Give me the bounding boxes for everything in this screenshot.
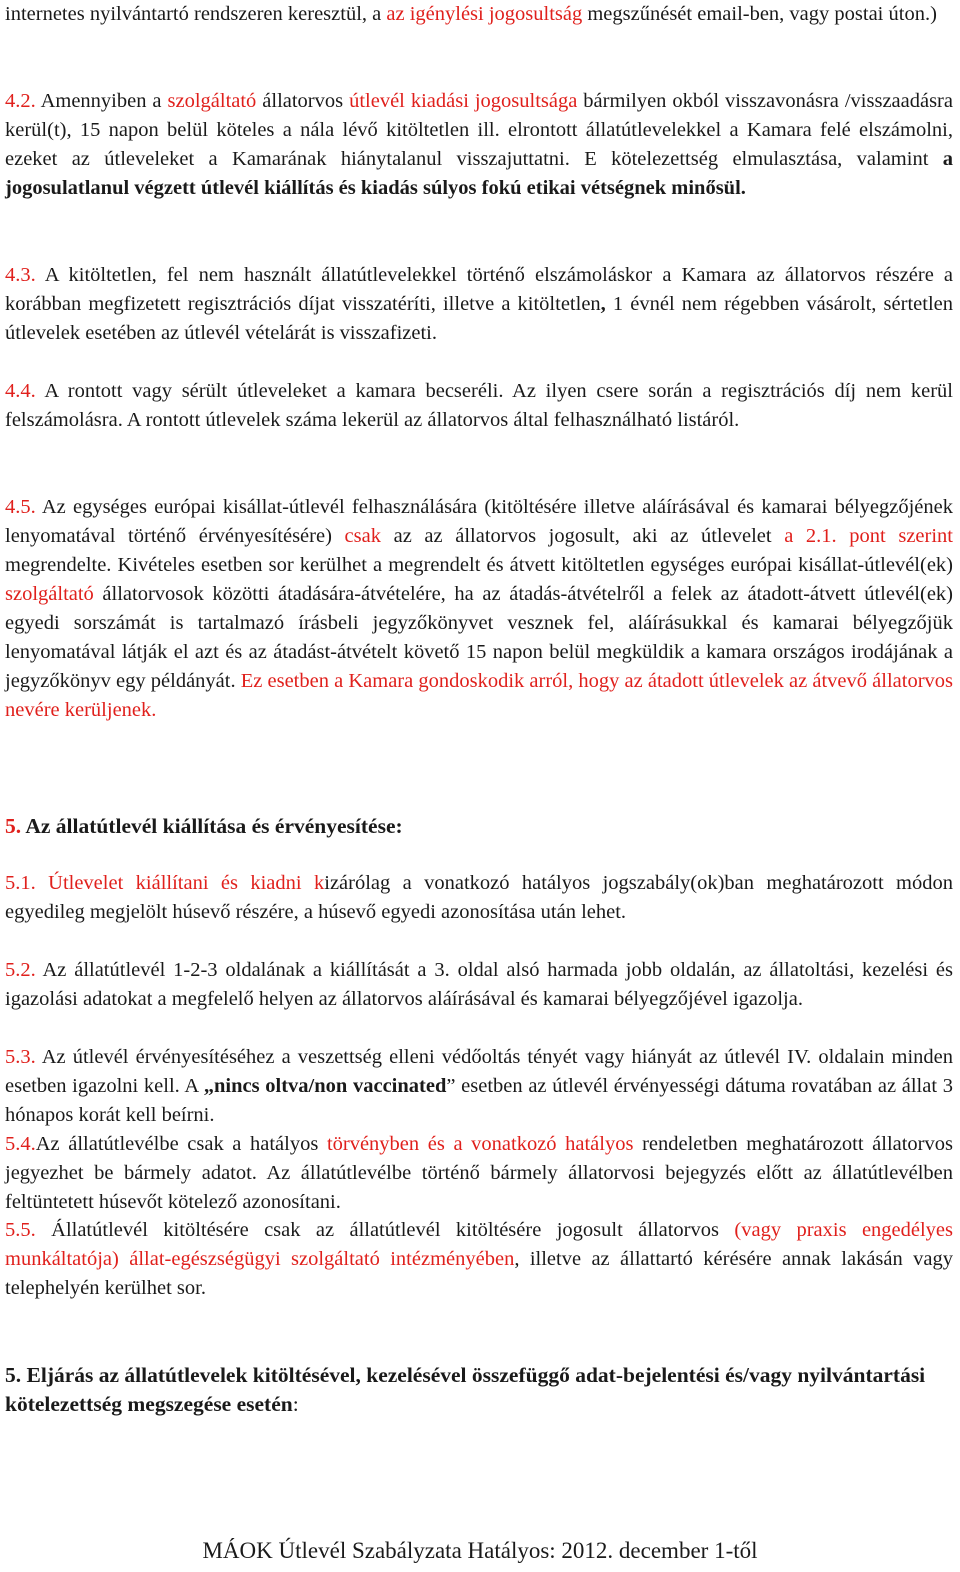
text: Az útlevél érvényesítéséhez a veszettség elleni védőoltás tényét vagy hiányát az útlevél IV. oldalain minden esetben igazolni kell. A xyxy=(5,1046,953,1097)
text: állatorvos xyxy=(256,90,350,112)
highlighted-text: a 2.1. pont szerint xyxy=(784,525,953,547)
text: , illetve az állattartó kérésére annak lakásán vagy telephelyén kerülhet sor. xyxy=(5,1248,953,1299)
paragraph-4-4 xyxy=(5,377,953,435)
paragraph-4-2 xyxy=(5,87,953,203)
highlighted-text: (vagy praxis engedélyes munkáltatója) állat-egészségügyi szolgáltató intézményében xyxy=(5,1219,954,1270)
highlighted-text: az igénylési jogosultság xyxy=(386,3,583,25)
paragraph-number: 4.3. xyxy=(5,264,36,286)
text: izárólag a vonatkozó hatályos jogszabály(ok)ban meghatározott módon egyedileg megjelölt húsevő részére, a húsevő egyedi azonosítása után lehet. xyxy=(5,872,953,923)
highlighted-text: Ez esetben a Kamara gondoskodik arról, hogy az átadott útlevelek az átvevő állatorvos nevére kerüljenek. xyxy=(5,670,954,721)
paragraph-number: 4.4. xyxy=(5,380,36,402)
text: A kitöltetlen, fel nem használt állatútlevelekkel történő elszámoláskor a Kamara az állatorvos részére a korábban megfizetett regisztrációs díjat visszatéríti, illetve a kitöltetlen xyxy=(5,264,953,315)
heading-title: Az állatútlevél kiállítása és érvényesítése: xyxy=(21,814,403,838)
paragraph-number: 5.3. xyxy=(5,1046,36,1068)
bold-text: a jogosulatlanul végzett útlevél kiállítás és kiadás súlyos fokú etikai vétségnek minősül. xyxy=(5,148,953,199)
paragraph-4-3 xyxy=(5,261,953,348)
highlighted-text: útlevél kiadási jogosultsága xyxy=(349,90,578,112)
bold-text: „nincs oltva/non vaccinated xyxy=(203,1075,447,1097)
text: megszűnését email-ben, vagy postai úton.) xyxy=(582,3,937,25)
paragraph-number: 4.5. xyxy=(5,496,36,518)
section-heading-5 xyxy=(5,812,953,841)
text: bármilyen okból visszavonásra /visszaadásra kerül(t), 15 napon belül köteles a nála lévő kitöltetlen ill. elrontott állatútlevelekkel a Kamara felé elszámolni, ezeket az útleveleket a Kamarának hiánytalanul visszajuttatni. E kötelezettség elmulasztása, valamint xyxy=(5,90,953,170)
bold-text: , xyxy=(600,293,606,315)
paragraph-5-2 xyxy=(5,956,953,1014)
paragraph-number: 4.2. xyxy=(5,90,36,112)
text: Amennyiben a xyxy=(35,90,168,112)
paragraph-4-5 xyxy=(5,493,953,725)
text: internetes nyilvántartó rendszeren keresztül, a xyxy=(5,3,387,25)
highlighted-text: szolgáltató xyxy=(5,583,94,605)
text: Az állatútlevélbe csak a hatályos xyxy=(35,1133,327,1155)
paragraph-5-1 xyxy=(5,869,953,927)
text: Állatútlevél kitöltésére csak az állatútlevél kitöltésére jogosult állatorvos xyxy=(35,1219,735,1241)
highlighted-text: 5.1. Útlevelet kiállítani és kiadni k xyxy=(5,872,325,894)
text: rendeletben meghatározott állatorvos jegyezhet be bármely adatot. Az állatútlevélbe történő bármely állatorvosi bejegyzés előtt az állatútlevélben feltüntetett húsevőt kötelező azonosítani. xyxy=(5,1133,953,1213)
text: Az állatútlevél 1-2-3 oldalának a kiállítását a 3. oldal alsó harmada jobb oldalán, az állatoltási, kezelési és igazolási adatokat a megfelelő helyen az állatorvos aláírásával és kamarai bélyegzőjével igazolja. xyxy=(5,959,953,1010)
text: állatorvosok közötti átadására-átvételére, ha az átadás-átvételről a felek az átadott-átvett útlevél(ek) egyedi sorszámát is tartalmazó írásbeli jegyzőkönyvet vesznek fel, aláírásukkal és kamarai bélyegzőjük lenyomatával látják el azt és az átadást-átvételt követő 15 napon belül megküldik a kamara országos irodájának a jegyzőkönyv egy példányát. xyxy=(5,583,953,692)
heading-number: 5. xyxy=(5,814,22,838)
paragraph-number: 5.4. xyxy=(5,1133,36,1155)
paragraph-number: 5.2. xyxy=(5,959,36,981)
paragraph-5-4 xyxy=(5,1130,953,1217)
text: 1 évnél nem régebben vásárolt, sértetlen útlevelek esetében az útlevél vételárát is visszafizeti. xyxy=(5,293,953,344)
paragraph-number: 5.5. xyxy=(5,1219,36,1241)
text: az az állatorvos jogosult, aki az útlevelet xyxy=(380,525,785,547)
highlighted-text: törvényben és a vonatkozó hatályos xyxy=(326,1133,634,1155)
heading-title: 5. Eljárás az állatútlevelek kitöltésével, kezelésével összefüggő adat-bejelentési és/vagy nyilvántartási kötelezettség megszegése esetén xyxy=(5,1363,926,1416)
paragraph-5-5 xyxy=(5,1216,953,1303)
paragraph-5-3 xyxy=(5,1043,953,1130)
text: megrendelte. Kivételes esetben sor kerülhet a megrendelt és átvett kitöltetlen egységes európai kisállat-útlevél(ek) xyxy=(5,554,953,576)
paragraph-intro xyxy=(5,0,953,29)
heading-colon: : xyxy=(292,1392,299,1416)
text: Az egységes európai kisállat-útlevél felhasználására (kitöltésére illetve aláírásával és kamarai bélyegzőjének lenyomatával történő érvényesítésére) xyxy=(5,496,953,547)
section-heading-5-procedure xyxy=(5,1361,953,1419)
highlighted-text: csak xyxy=(344,525,381,547)
highlighted-text: szolgáltató xyxy=(167,90,257,112)
text: ” esetben az útlevél érvényességi dátuma rovatában az állat 3 hónapos korát kell beírni. xyxy=(5,1075,953,1126)
text: A rontott vagy sérült útleveleket a kamara becseréli. Az ilyen csere során a regisztrációs díj nem kerül felszámolásra. A rontott útlevelek száma lekerül az állatorvos által felhasználható listáról. xyxy=(5,380,953,431)
page-footer: MÁOK Útlevél Szabályzata Hatályos: 2012. december 1-től xyxy=(202,1538,758,1563)
